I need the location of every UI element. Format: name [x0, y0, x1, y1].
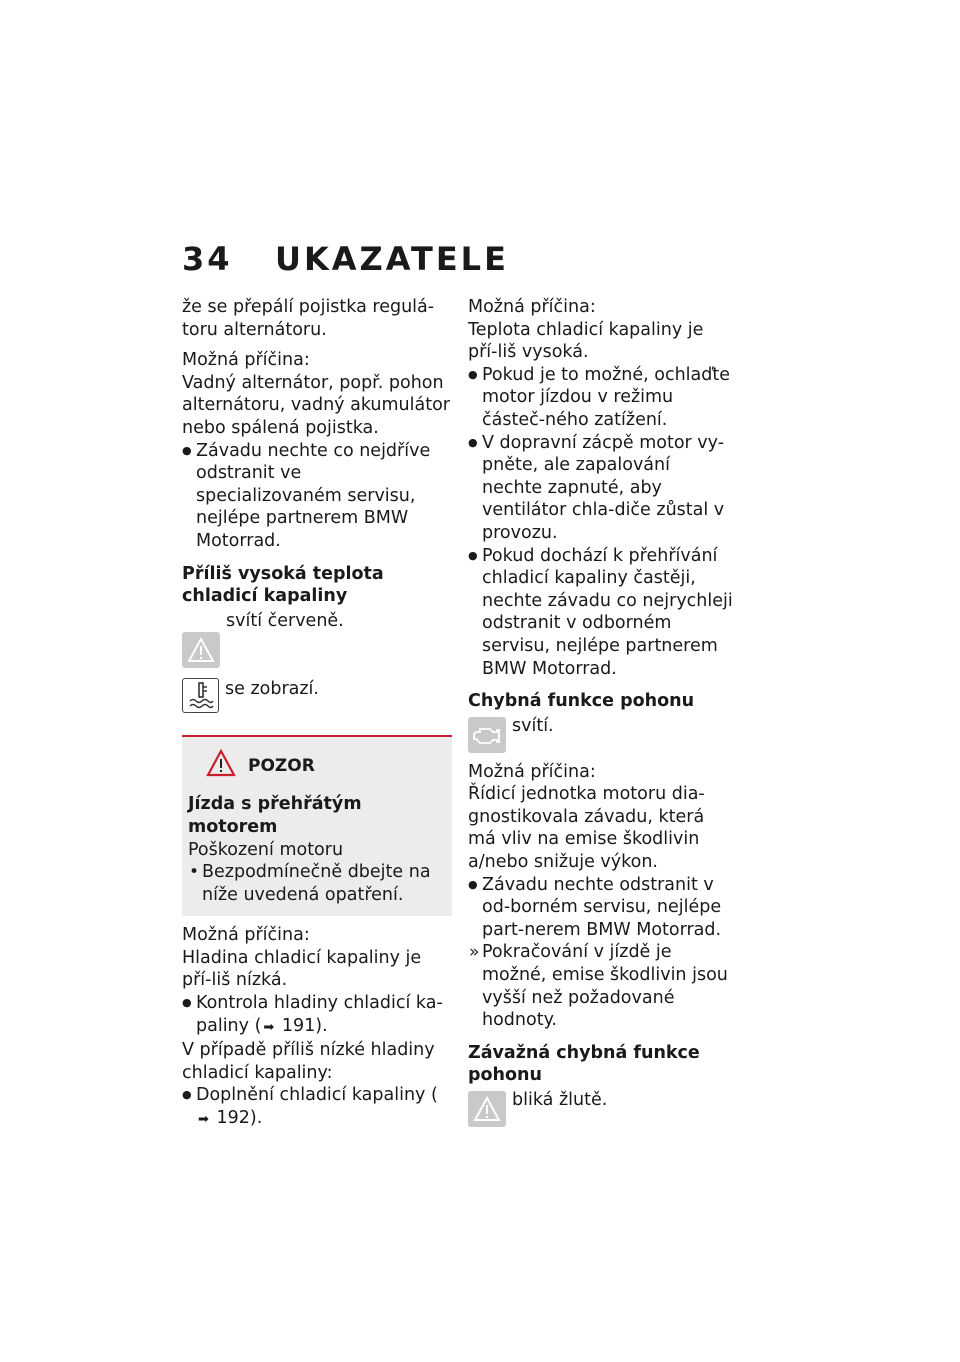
warning-header: [206, 749, 444, 784]
cause-text: Řídicí jednotka motoru dia-gnostikovala závadu, která má vliv na emise škodlivin a/nebo snižuje výkon.: [468, 784, 705, 873]
cause-label: Možná příčina:: [182, 925, 310, 946]
indicator-text: svítí červeně.: [226, 610, 344, 631]
section-title: UKAZATELE: [274, 240, 509, 278]
warning-text: Poškození motoru: [188, 839, 344, 860]
cause-label: Možná příčina:: [468, 297, 596, 317]
engine-check-icon: [468, 717, 506, 753]
list-item: ● Pokud dochází k přehřívání chladicí kapaliny častěji, nechte závadu co nejrychleji odstranit v odborném servisu, nejlépe partnerem BMW Motorrad.: [468, 545, 734, 681]
list-item: ● Závadu nechte odstranit v od-borném servisu, nejlépe part-nerem BMW Motorrad.: [468, 874, 734, 942]
section-heading: Závažná chybná funkce pohonu: [468, 1042, 700, 1086]
list-item: ● Závadu nechte co nejdříve odstranit ve specializovaném servisu, nejlépe partnerem BMW Motorrad.: [182, 440, 452, 553]
list-item: ● Doplnění chladicí kapaliny (➡ 192).: [182, 1084, 452, 1131]
coolant-temperature-icon: [182, 678, 219, 713]
cause-label: Možná příčina:: [182, 350, 310, 371]
section-heading: Chybná funkce pohonu: [468, 691, 695, 712]
bullet-list: [182, 992, 452, 1039]
indicator-row: [182, 678, 452, 713]
list-item: ● Kontrola hladiny chladicí ka-paliny ( ➡ 191).: [182, 992, 452, 1039]
cause-label: Možná příčina:: [468, 761, 596, 782]
arrow-reference-icon: ➡: [263, 1019, 275, 1035]
indicator-text: svítí.: [512, 715, 554, 736]
indicator-row: [182, 610, 452, 668]
warning-title: POZOR: [248, 755, 315, 776]
list-item: ● Pokud je to možné, ochlaďte motor jízdou v režimu částeč-ného zatížení.: [468, 364, 734, 432]
right-column: [468, 296, 734, 1127]
warning-triangle-icon: [182, 632, 220, 668]
warning-triangle-icon: [206, 749, 236, 784]
cause-text: Vadný alternátor, popř. pohon alternátoru, vadný akumulátor nebo spálená pojistka.: [182, 372, 450, 438]
list-item: ● V dopravní zácpě motor vy-pněte, ale zapalování nechte zapnuté, aby ventilátor chla-diče zůstal v provozu.: [468, 432, 734, 545]
indicator-row: [468, 715, 734, 753]
bullet-list: [468, 364, 734, 680]
list-item: • Bezpodmínečně dbejte na níže uvedená opatření.: [188, 861, 444, 906]
low-level-text: V případě příliš nízké hladiny chladicí kapaliny:: [182, 1040, 435, 1083]
warning-heading: Jízda s přehřátým motorem: [188, 794, 362, 837]
arrow-reference-icon: ➡: [198, 1112, 209, 1128]
left-column: [182, 296, 452, 1132]
warning-list: [188, 861, 444, 906]
cause-text: Hladina chladicí kapaliny je pří-liš nízká.: [182, 947, 422, 991]
bullet-list: [468, 874, 734, 942]
page-number: 34: [182, 240, 233, 278]
indicator-row: [468, 1089, 734, 1127]
result-list: [468, 941, 734, 1031]
warning-triangle-icon: [468, 1091, 506, 1127]
warning-box: [182, 735, 452, 917]
page-title: [182, 240, 509, 278]
list-item: » Pokračování v jízdě je možné, emise škodlivin jsou vyšší než požadované hodnoty.: [468, 941, 734, 1031]
section-heading: Příliš vysoká teplota chladicí kapaliny: [182, 563, 384, 607]
indicator-text: se zobrazí.: [225, 678, 319, 699]
bullet-list: [182, 1084, 452, 1131]
bullet-list: [182, 440, 452, 553]
intro-text: že se přepálí pojistka regulá-toru alternátoru.: [182, 297, 435, 340]
cause-text: Teplota chladicí kapaliny je pří-liš vysoká.: [468, 319, 704, 363]
indicator-text: bliká žlutě.: [512, 1090, 608, 1110]
